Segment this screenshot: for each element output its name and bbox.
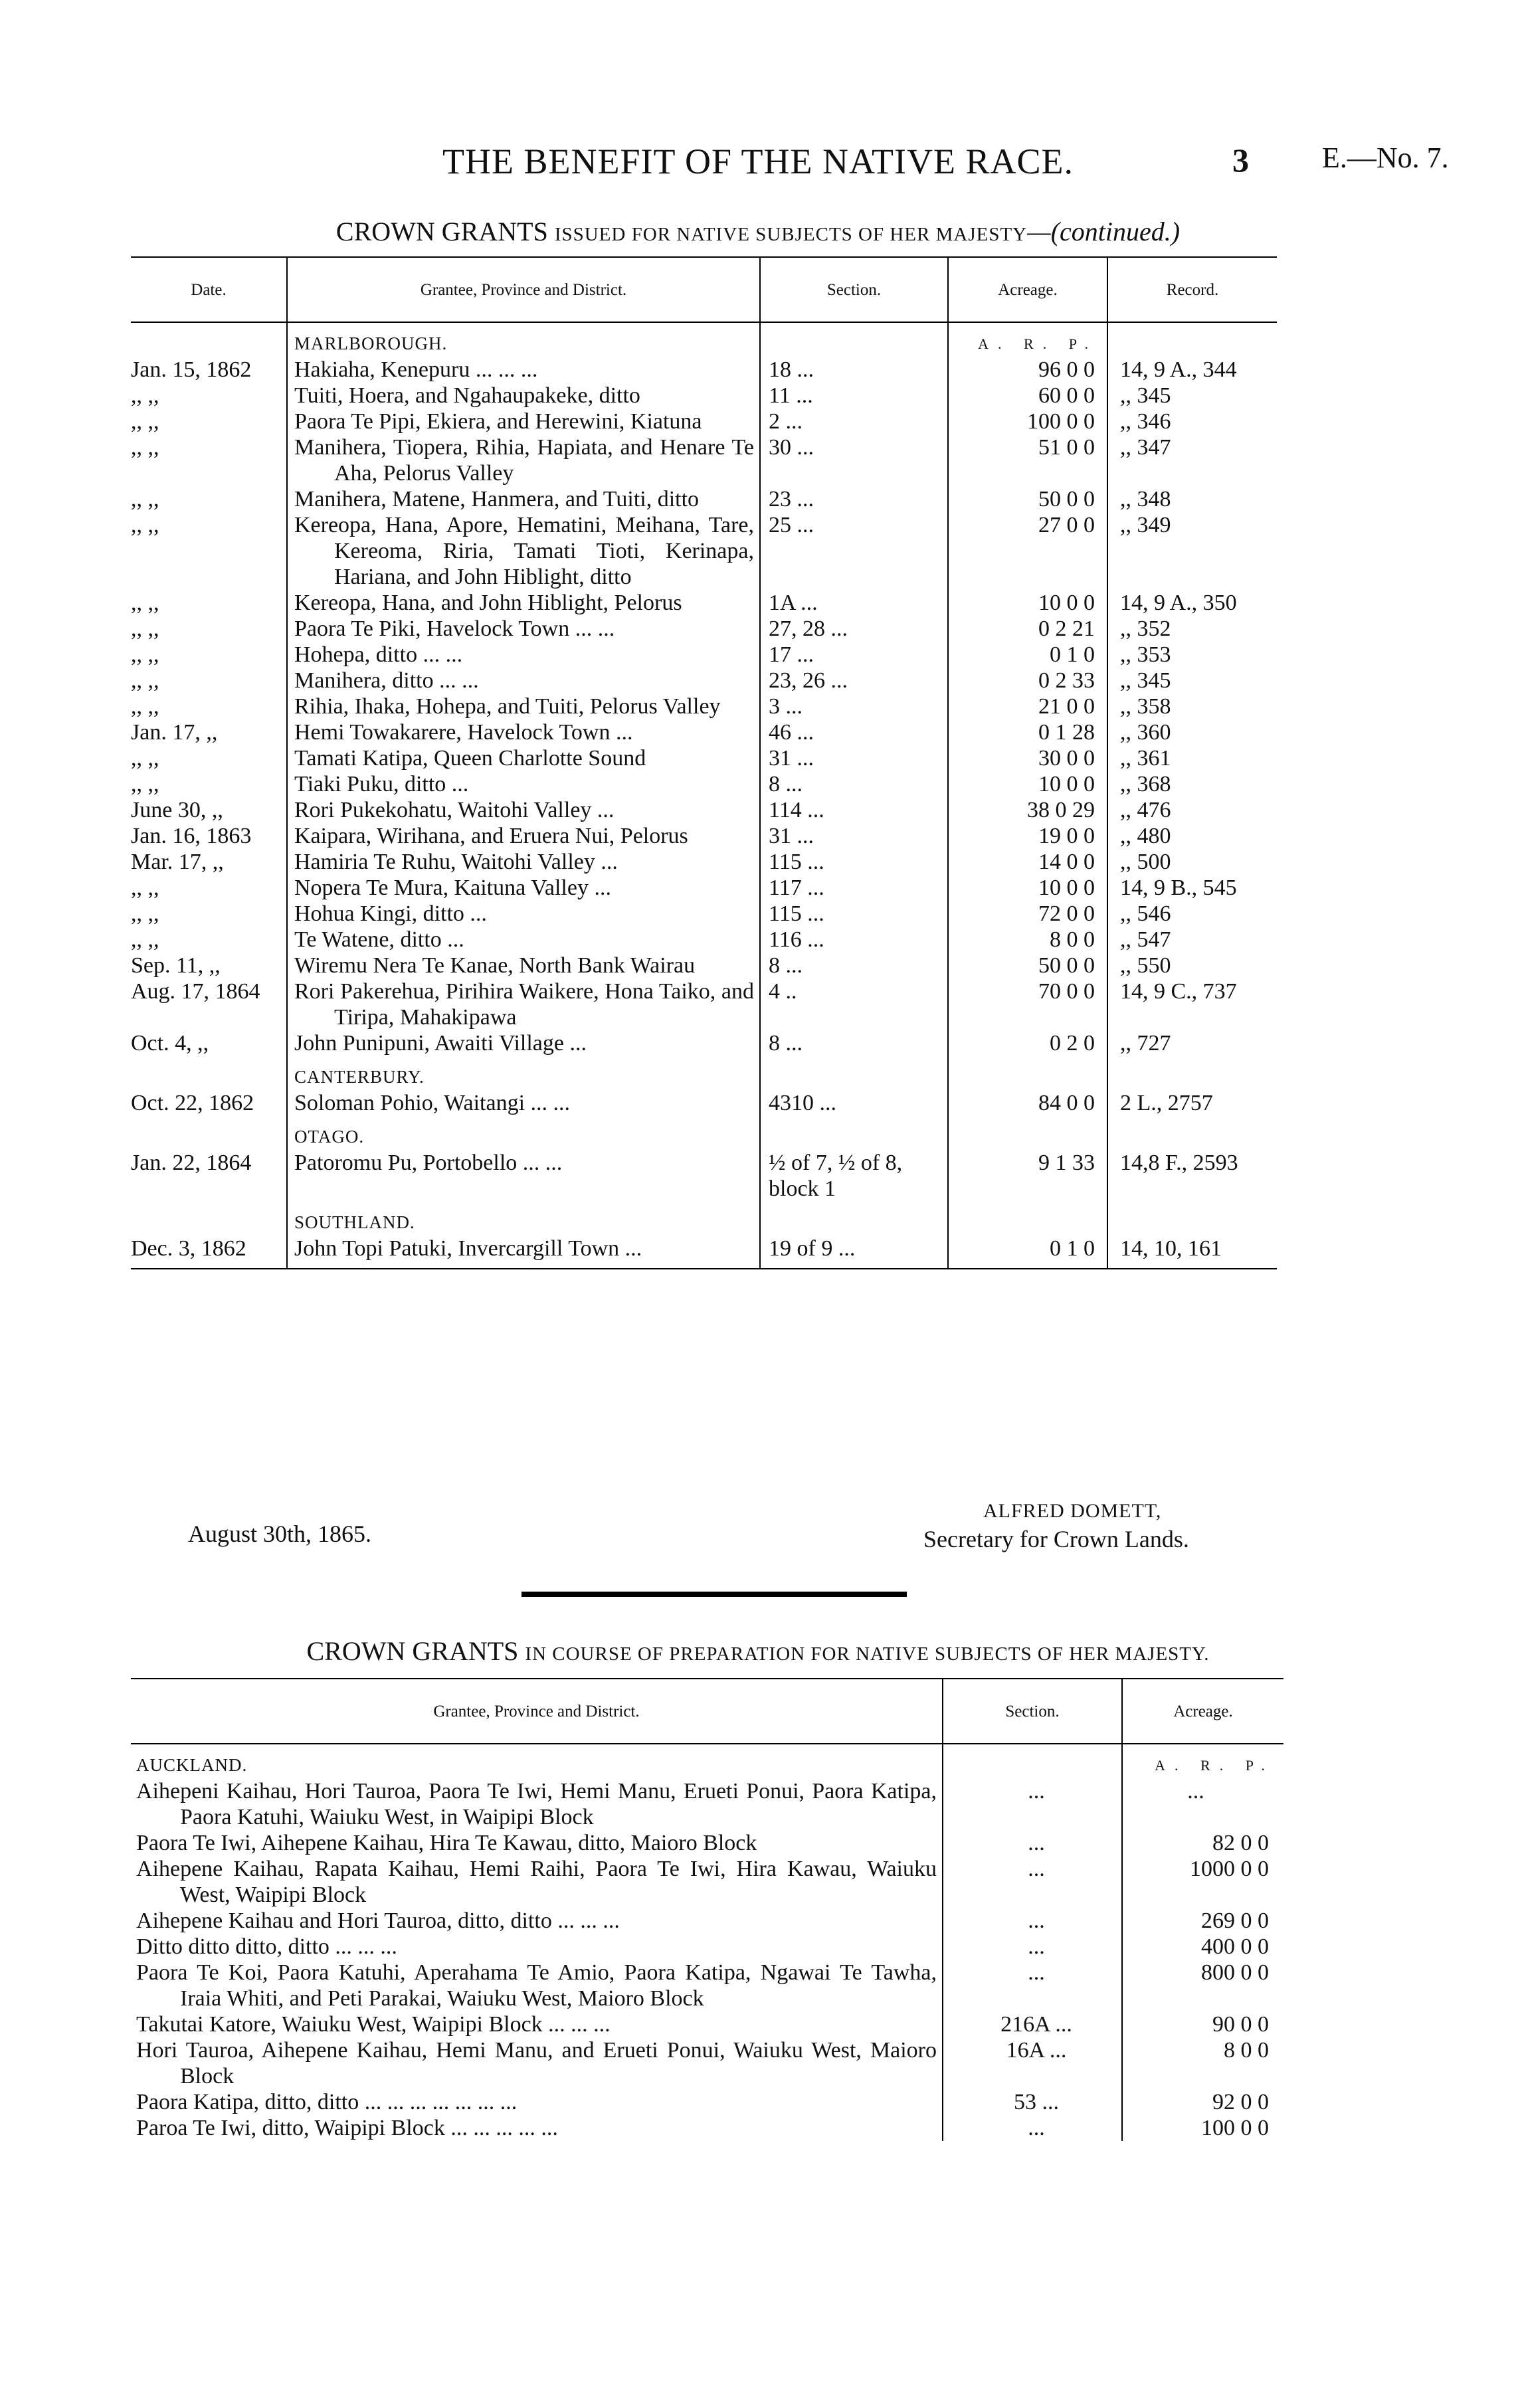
grantee-text: Aihepene Kaihau and Hori Tauroa, ditto, ditto ... ... ... xyxy=(136,1908,620,1933)
table-row xyxy=(131,694,1277,719)
section-number: 53 ... xyxy=(943,2089,1122,2115)
grant-date: Oct. 22, 1862 xyxy=(131,1091,254,1115)
acreage-value: 51 0 0 xyxy=(948,434,1107,486)
section-number: 216A ... xyxy=(943,2011,1122,2037)
acreage-value: 0 2 33 xyxy=(948,668,1107,694)
record-reference: ,, 352 xyxy=(1107,616,1277,642)
table-row xyxy=(131,797,1277,823)
table-row xyxy=(131,409,1277,434)
grantee-text: Kereopa, Hana, and John Hiblight, Pelorus xyxy=(294,591,682,615)
grantee-text: Rihia, Ihaka, Hohepa, and Tuiti, Pelorus Valley xyxy=(294,694,721,719)
grant-date: Sep. 11, ,, xyxy=(131,953,221,978)
grantee-text: Kereopa, Hana, Apore, Hematini, Meihana, Tare, Kereoma, Riria, Tamati Tioti, Kerinapa, Hariana, and John Hiblight, ditto xyxy=(294,513,754,589)
acreage-value: 60 0 0 xyxy=(948,383,1107,409)
table-row xyxy=(131,590,1277,616)
grant-date: ,, ,, xyxy=(131,668,159,693)
table2-title-main: CROWN GRANTS xyxy=(306,1636,519,1666)
section-number: 30 ... xyxy=(760,434,948,486)
grantee-text: Te Watene, ditto ... xyxy=(294,927,464,952)
grantee-text: Tiaki Puku, ditto ... xyxy=(294,772,469,796)
page-number: 3 xyxy=(1232,141,1249,179)
table-row xyxy=(131,901,1277,927)
grant-date: Dec. 3, 1862 xyxy=(131,1236,287,1269)
acreage-value: 269 0 0 xyxy=(1122,1908,1283,1934)
crown-grants-in-preparation-table xyxy=(131,1678,1283,2141)
acreage-units: A. R. P. xyxy=(1122,1744,1283,1778)
record-reference: ,, 368 xyxy=(1107,771,1277,797)
grant-date: Jan. 22, 1864 xyxy=(131,1151,252,1175)
record-reference: ,, 346 xyxy=(1107,409,1277,434)
section-divider-rule xyxy=(521,1592,907,1597)
section-number: 1A ... xyxy=(760,590,948,616)
table-row xyxy=(131,927,1277,953)
grantee-text: Ditto ditto ditto, ditto ... ... ... xyxy=(136,1934,397,1959)
grantee-text: Paora Te Koi, Paora Katuhi, Aperahama Te Amio, Paora Katipa, Ngawai Te Tawha, Iraia Whiti, and Peti Parakai, Waiuku West, Maioro Block xyxy=(136,1960,937,2011)
column-header-grantee: Grantee, Province and District. xyxy=(131,1679,943,1744)
grant-date: Jan. 15, 1862 xyxy=(131,357,252,382)
table-row xyxy=(131,978,1277,1030)
grantee-text: Hohua Kingi, ditto ... xyxy=(294,901,487,926)
grantee-text: Manihera, Matene, Hanmera, and Tuiti, ditto xyxy=(294,487,700,511)
section-number: ... xyxy=(943,1908,1122,1934)
grant-date: Mar. 17, ,, xyxy=(131,850,224,874)
section-number: 46 ... xyxy=(760,719,948,745)
section-number: 11 ... xyxy=(760,383,948,409)
acreage-value: 96 0 0 xyxy=(948,357,1107,383)
province-heading-row xyxy=(131,1056,1277,1090)
record-reference: ,, 347 xyxy=(1107,434,1277,486)
section-number: 23 ... xyxy=(760,486,948,512)
section-number: 17 ... xyxy=(760,642,948,668)
table-row xyxy=(131,616,1277,642)
acreage-value: 50 0 0 xyxy=(948,486,1107,512)
province-heading-row xyxy=(131,1744,1283,1778)
section-number: ... xyxy=(943,1778,1122,1830)
grantee-text: Manihera, Tiopera, Rihia, Hapiata, and Henare Te Aha, Pelorus Valley xyxy=(294,435,754,486)
record-reference: ,, 550 xyxy=(1107,953,1277,978)
record-reference: ,, 547 xyxy=(1107,927,1277,953)
record-reference: ,, 358 xyxy=(1107,694,1277,719)
record-reference: 14, 9 A., 350 xyxy=(1107,590,1277,616)
acreage-value: 21 0 0 xyxy=(948,694,1107,719)
grant-date: ,, ,, xyxy=(131,694,159,719)
record-reference: ,, 500 xyxy=(1107,849,1277,875)
grant-date: ,, ,, xyxy=(131,746,159,771)
acreage-units: A. R. P. xyxy=(948,322,1107,357)
record-reference: ,, 361 xyxy=(1107,745,1277,771)
record-reference: 2 L., 2757 xyxy=(1107,1090,1277,1116)
grant-date: ,, ,, xyxy=(131,435,159,460)
acreage-value: 9 1 33 xyxy=(948,1150,1107,1202)
record-reference: ,, 348 xyxy=(1107,486,1277,512)
acreage-value: 90 0 0 xyxy=(1122,2011,1283,2037)
grant-date: ,, ,, xyxy=(131,616,159,641)
section-number: 27, 28 ... xyxy=(760,616,948,642)
table1-header-row xyxy=(131,257,1277,322)
grantee-text: Hakiaha, Kenepuru ... ... ... xyxy=(294,357,538,382)
province-otago: OTAGO. xyxy=(287,1116,760,1150)
table-row xyxy=(131,1150,1277,1202)
grant-date: ,, ,, xyxy=(131,927,159,952)
section-number: 114 ... xyxy=(760,797,948,823)
grant-date: ,, ,, xyxy=(131,591,159,615)
table-row xyxy=(131,1830,1283,1856)
acreage-value: 14 0 0 xyxy=(948,849,1107,875)
table-row xyxy=(131,1030,1277,1056)
grant-date: ,, ,, xyxy=(131,901,159,926)
record-reference: ,, 546 xyxy=(1107,901,1277,927)
acreage-value: 30 0 0 xyxy=(948,745,1107,771)
acreage-value: 72 0 0 xyxy=(948,901,1107,927)
grantee-text: Paora Te Iwi, Aihepene Kaihau, Hira Te Kawau, ditto, Maioro Block xyxy=(136,1831,757,1855)
grantee-text: Patoromu Pu, Portobello ... ... xyxy=(294,1151,563,1175)
running-title: THE BENEFIT OF THE NATIVE RACE. xyxy=(442,141,1074,181)
grant-date: ,, ,, xyxy=(131,513,159,537)
grant-date: Oct. 4, ,, xyxy=(131,1031,209,1056)
table-row xyxy=(131,2037,1283,2089)
table-row xyxy=(131,383,1277,409)
grantee-text: Aihepene Kaihau, Rapata Kaihau, Hemi Raihi, Paora Te Iwi, Hira Kawau, Waiuku West, Waipipi Block xyxy=(136,1857,937,1907)
section-number: 8 ... xyxy=(760,1030,948,1056)
table-row xyxy=(131,357,1277,383)
record-reference: ,, 480 xyxy=(1107,823,1277,849)
column-header-record: Record. xyxy=(1107,257,1277,322)
grantee-text: Manihera, ditto ... ... xyxy=(294,668,479,693)
section-number: 31 ... xyxy=(760,745,948,771)
grant-date: ,, ,, xyxy=(131,409,159,434)
table-row xyxy=(131,668,1277,694)
column-header-section: Section. xyxy=(760,257,948,322)
grant-date: June 30, ,, xyxy=(131,798,223,822)
section-number: 4310 ... xyxy=(760,1090,948,1116)
table-row xyxy=(131,745,1277,771)
signatory-name: ALFRED DOMETT, xyxy=(983,1500,1162,1522)
section-number: 117 ... xyxy=(760,875,948,901)
province-heading-row xyxy=(131,1202,1277,1236)
column-header-date: Date. xyxy=(131,257,287,322)
section-number: 8 ... xyxy=(760,953,948,978)
table-row xyxy=(131,486,1277,512)
table-row xyxy=(131,2011,1283,2037)
acreage-value: 19 0 0 xyxy=(948,823,1107,849)
grant-date: ,, ,, xyxy=(131,487,159,511)
grantee-text: Paora Katipa, ditto, ditto ... ... ... ... ... ... ... xyxy=(136,2090,518,2114)
table-row xyxy=(131,512,1277,590)
acreage-value: 0 1 0 xyxy=(948,1236,1107,1269)
record-reference: 14, 10, 161 xyxy=(1107,1236,1277,1269)
grantee-text: Tamati Katipa, Queen Charlotte Sound xyxy=(294,746,646,771)
grant-date: ,, ,, xyxy=(131,383,159,408)
table1-title-rest: ISSUED FOR NATIVE SUBJECTS OF HER MAJESTY xyxy=(554,224,1028,245)
grantee-text: John Topi Patuki, Invercargill Town ... xyxy=(294,1236,642,1261)
grantee-text: John Punipuni, Awaiti Village ... xyxy=(294,1031,587,1056)
record-reference: ,, 476 xyxy=(1107,797,1277,823)
section-number: 31 ... xyxy=(760,823,948,849)
section-number: ... xyxy=(943,1960,1122,2011)
table-row xyxy=(131,823,1277,849)
section-number: 25 ... xyxy=(760,512,948,590)
grantee-text: Hemi Towakarere, Havelock Town ... xyxy=(294,720,633,745)
acreage-value: 400 0 0 xyxy=(1122,1934,1283,1960)
table-row xyxy=(131,1778,1283,1830)
grant-date: Aug. 17, 1864 xyxy=(131,979,260,1004)
table-row xyxy=(131,1236,1277,1269)
acreage-value: 38 0 29 xyxy=(948,797,1107,823)
grantee-text: Paora Te Pipi, Ekiera, and Herewini, Kiatuna xyxy=(294,409,702,434)
section-number: 16A ... xyxy=(943,2037,1122,2089)
table-row xyxy=(131,642,1277,668)
table2-title-rest: IN COURSE OF PREPARATION FOR NATIVE SUBJECTS OF HER MAJESTY. xyxy=(525,1643,1210,1665)
grant-date: ,, ,, xyxy=(131,642,159,667)
section-number: ... xyxy=(943,1856,1122,1908)
grantee-text: Tuiti, Hoera, and Ngahaupakeke, ditto xyxy=(294,383,640,408)
province-marlborough: MARLBOROUGH. xyxy=(287,322,760,357)
grantee-text: Hohepa, ditto ... ... xyxy=(294,642,463,667)
grantee-text: Rori Pukekohatu, Waitohi Valley ... xyxy=(294,798,615,822)
section-number: 3 ... xyxy=(760,694,948,719)
province-southland: SOUTHLAND. xyxy=(287,1202,760,1236)
acreage-value: 8 0 0 xyxy=(948,927,1107,953)
column-header-section: Section. xyxy=(943,1679,1122,1744)
section-number: 115 ... xyxy=(760,849,948,875)
record-reference: ,, 345 xyxy=(1107,383,1277,409)
grant-date: Jan. 16, 1863 xyxy=(131,824,252,848)
column-header-acreage: Acreage. xyxy=(948,257,1107,322)
column-header-grantee: Grantee, Province and District. xyxy=(287,257,760,322)
signoff-date: August 30th, 1865. xyxy=(188,1521,372,1547)
acreage-value: 800 0 0 xyxy=(1122,1960,1283,2011)
section-number: 8 ... xyxy=(760,771,948,797)
table2-title xyxy=(0,1635,1516,1667)
table-row xyxy=(131,2115,1283,2141)
acreage-value: ... xyxy=(1122,1778,1283,1830)
table-row xyxy=(131,1960,1283,2011)
acreage-value: 82 0 0 xyxy=(1122,1830,1283,1856)
table-row xyxy=(131,1856,1283,1908)
acreage-value: 27 0 0 xyxy=(948,512,1107,590)
acreage-value: 0 2 0 xyxy=(948,1030,1107,1056)
grantee-text: Takutai Katore, Waiuku West, Waipipi Block ... ... ... xyxy=(136,2012,611,2037)
record-reference: 14,8 F., 2593 xyxy=(1107,1150,1277,1202)
grant-date: ,, ,, xyxy=(131,876,159,900)
table-row xyxy=(131,849,1277,875)
acreage-value: 0 2 21 xyxy=(948,616,1107,642)
grantee-text: Wiremu Nera Te Kanae, North Bank Wairau xyxy=(294,953,696,978)
table1-title xyxy=(0,216,1516,247)
acreage-value: 10 0 0 xyxy=(948,590,1107,616)
grantee-text: Paroa Te Iwi, ditto, Waipipi Block ... ... ... ... ... xyxy=(136,2116,558,2140)
acreage-value: 1000 0 0 xyxy=(1122,1856,1283,1908)
section-number: ... xyxy=(943,1830,1122,1856)
acreage-value: 100 0 0 xyxy=(948,409,1107,434)
province-heading-row xyxy=(131,322,1277,357)
table1-title-suffix: —(continued.) xyxy=(1027,217,1181,246)
table-row xyxy=(131,953,1277,978)
grantee-text: Hamiria Te Ruhu, Waitohi Valley ... xyxy=(294,850,618,874)
grantee-text: Paora Te Piki, Havelock Town ... ... xyxy=(294,616,615,641)
section-number: 115 ... xyxy=(760,901,948,927)
grantee-text: Hori Tauroa, Aihepene Kaihau, Hemi Manu, and Erueti Ponui, Waiuku West, Maioro Block xyxy=(136,2038,937,2088)
section-number: 23, 26 ... xyxy=(760,668,948,694)
acreage-value: 0 1 0 xyxy=(948,642,1107,668)
table-row xyxy=(131,434,1277,486)
grantee-text: Nopera Te Mura, Kaituna Valley ... xyxy=(294,876,611,900)
table-row xyxy=(131,1908,1283,1934)
record-reference: ,, 360 xyxy=(1107,719,1277,745)
province-auckland: AUCKLAND. xyxy=(136,1755,248,1775)
document-reference: E.—No. 7. xyxy=(1322,141,1449,174)
record-reference: ,, 349 xyxy=(1107,512,1277,590)
acreage-value: 10 0 0 xyxy=(948,771,1107,797)
record-reference: ,, 727 xyxy=(1107,1030,1277,1056)
acreage-value: 0 1 28 xyxy=(948,719,1107,745)
table-row xyxy=(131,1090,1277,1116)
signatory-title: Secretary for Crown Lands. xyxy=(923,1526,1189,1552)
acreage-value: 92 0 0 xyxy=(1122,2089,1283,2115)
section-number: ½ of 7, ½ of 8, block 1 xyxy=(760,1150,948,1202)
record-reference: ,, 345 xyxy=(1107,668,1277,694)
section-number: 4 .. xyxy=(760,978,948,1030)
grant-date: Jan. 17, ,, xyxy=(131,720,218,745)
table-row xyxy=(131,2089,1283,2115)
acreage-value: 70 0 0 xyxy=(948,978,1107,1030)
section-number: 18 ... xyxy=(760,357,948,383)
record-reference: ,, 353 xyxy=(1107,642,1277,668)
acreage-value: 50 0 0 xyxy=(948,953,1107,978)
province-heading-row xyxy=(131,1116,1277,1150)
acreage-value: 10 0 0 xyxy=(948,875,1107,901)
grantee-text: Aihepeni Kaihau, Hori Tauroa, Paora Te Iwi, Hemi Manu, Erueti Ponui, Paora Katipa, Paora Katuhi, Waiuku West, in Waipipi Block xyxy=(136,1779,937,1829)
grantee-text: Kaipara, Wirihana, and Eruera Nui, Pelorus xyxy=(294,824,688,848)
table-row xyxy=(131,771,1277,797)
column-header-acreage: Acreage. xyxy=(1122,1679,1283,1744)
acreage-value: 8 0 0 xyxy=(1122,2037,1283,2089)
section-number: 116 ... xyxy=(760,927,948,953)
table-row xyxy=(131,1934,1283,1960)
acreage-value: 100 0 0 xyxy=(1122,2115,1283,2141)
record-reference: 14, 9 C., 737 xyxy=(1107,978,1277,1030)
grant-date: ,, ,, xyxy=(131,772,159,796)
section-number: ... xyxy=(943,2115,1122,2141)
province-canterbury: CANTERBURY. xyxy=(287,1056,760,1090)
table2-header-row xyxy=(131,1679,1283,1744)
section-number: ... xyxy=(943,1934,1122,1960)
acreage-value: 84 0 0 xyxy=(948,1090,1107,1116)
grantee-text: Rori Pakerehua, Pirihira Waikere, Hona Taiko, and Tiripa, Mahakipawa xyxy=(294,979,754,1030)
table1-title-main: CROWN GRANTS xyxy=(335,217,548,246)
section-number: 19 of 9 ... xyxy=(760,1236,948,1269)
section-number: 2 ... xyxy=(760,409,948,434)
table-row xyxy=(131,875,1277,901)
table-row xyxy=(131,719,1277,745)
crown-grants-issued-table xyxy=(131,256,1277,1269)
grantee-text: Soloman Pohio, Waitangi ... ... xyxy=(294,1091,571,1115)
record-reference: 14, 9 B., 545 xyxy=(1107,875,1277,901)
record-reference: 14, 9 A., 344 xyxy=(1107,357,1277,383)
